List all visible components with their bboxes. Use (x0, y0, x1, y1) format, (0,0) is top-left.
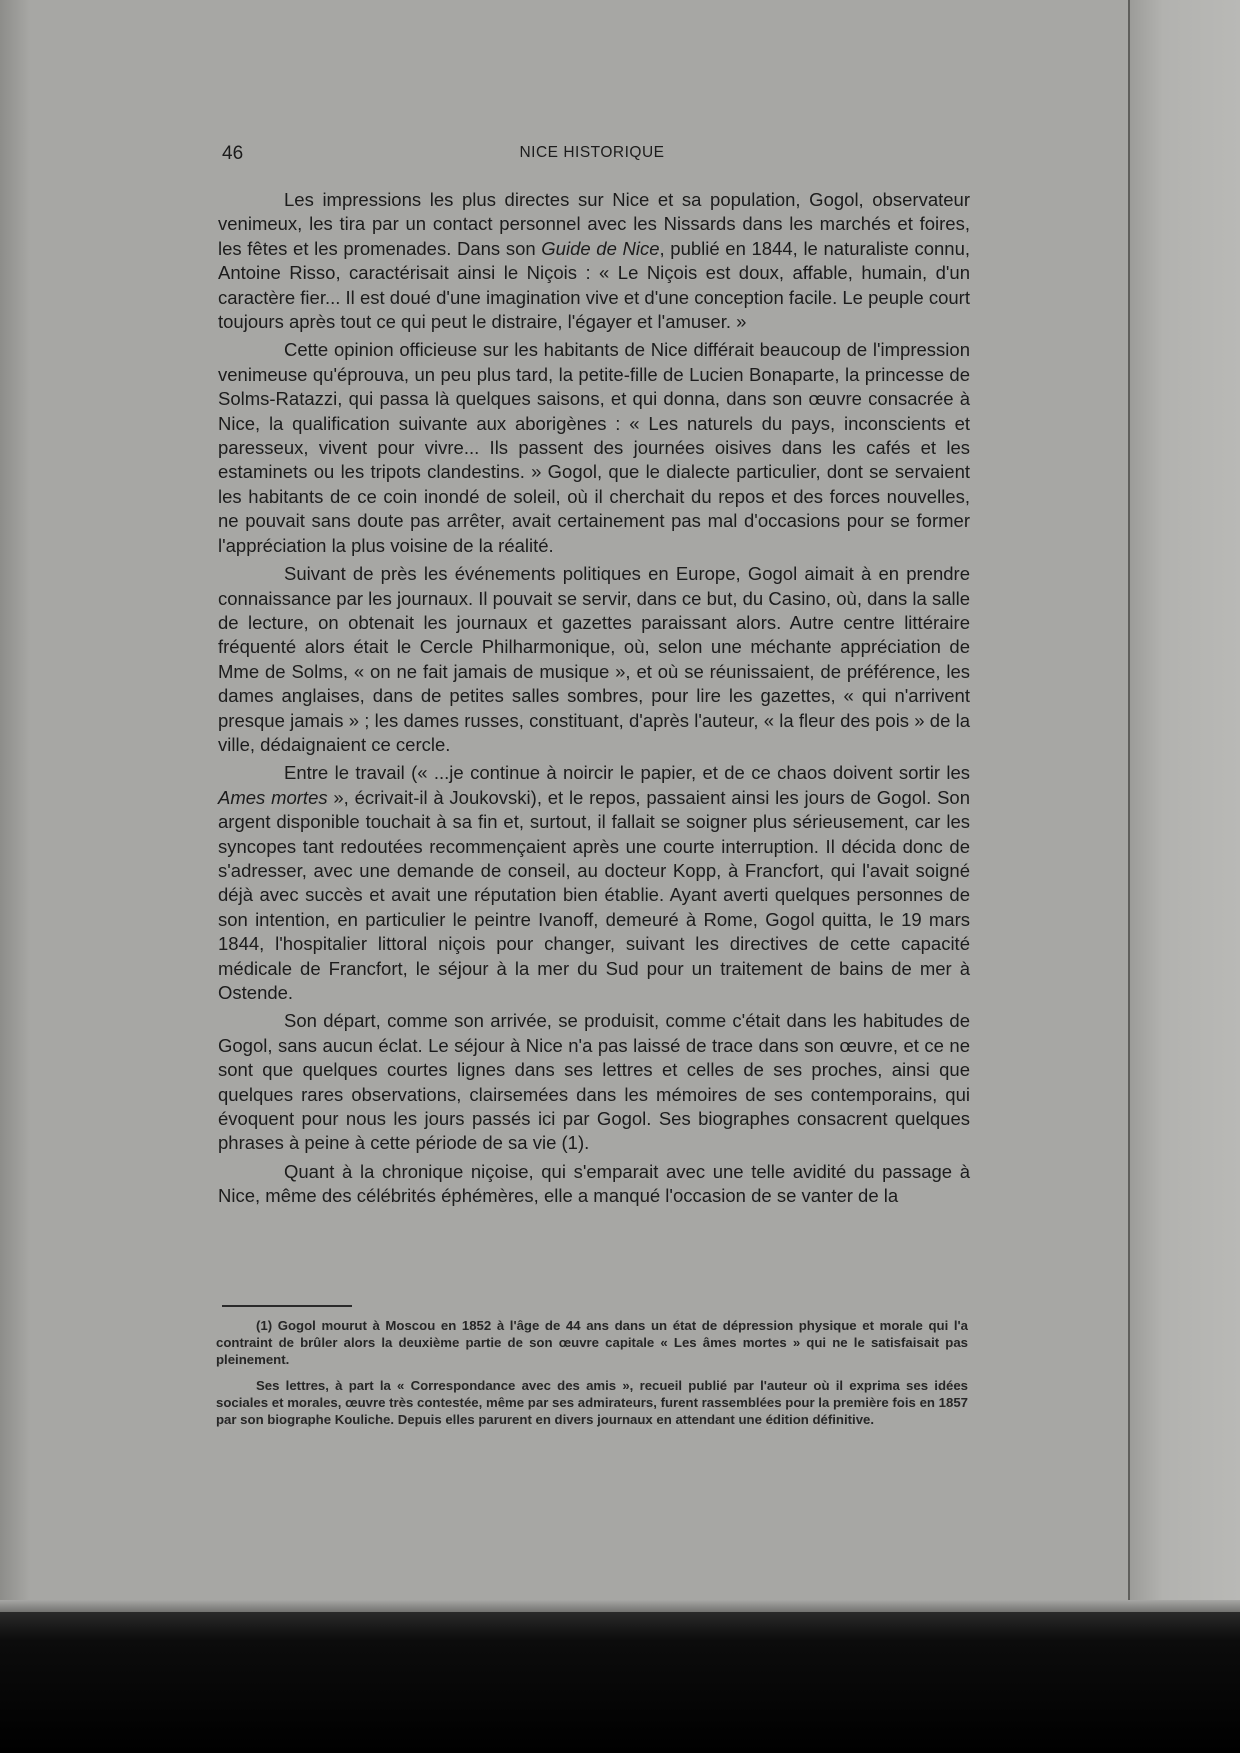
running-head (222, 143, 962, 167)
italic-title: Ames mortes (218, 786, 328, 808)
footnote-rule (222, 1305, 352, 1307)
paragraph: Quant à la chronique niçoise, qui s'emparait avec une telle avidité du passage à Nice, même des célébrités éphémères, elle a manqué l'occasion de se vanter de la (218, 1160, 970, 1207)
paragraph (218, 188, 970, 334)
footnote: Ses lettres, à part la « Correspondance avec des amis », recueil publié par l'auteur où il exprima ses idées sociales et morales, œuvre très contestée, même par ses admirateurs, furent rassemblées pour la première fois en 1857 par son biographe Kouliche. Depuis elles parurent en divers journaux en attendant une édition définitive. (216, 1377, 968, 1428)
paragraph: Cette opinion officieuse sur les habitants de Nice différait beaucoup de l'impression venimeuse qu'éprouva, un peu plus tard, la petite-fille de Lucien Bonaparte, la princesse de Solms-Ratazzi, qui passa là quelques saisons, et qui donna, dans son œuvre consacrée à Nice, la qualification suivante aux aborigènes : « Les naturels du pays, inconscients et paresseux, vivent pour vivre... Ils passent des journées oisives dans les cafés et les estaminets ou les tripots clandestins. » Gogol, que le dialecte particulier, dont se servaient les habitants de ce coin inondé de soleil, où il cherchait du repos et des forces nouvelles, ne pouvait sans doute pas arrêter, avait certainement pas mal d'occasions pour se former l'appréciation la plus voisine de la réalité. (218, 339, 970, 556)
paragraph: Son départ, comme son arrivée, se produisit, comme c'était dans les habitudes de Gogol, sans aucun éclat. Le séjour à Nice n'a pas laissé de trace dans son œuvre, et ce ne sont que quelques courtes lignes dans ses lettres et celles de ses proches, ainsi que quelques rares observations, clairsemées dans les mémoires de ses contemporains, qui évoquent pour nous les jours passés ici par Gogol. Ses biographes consacrent quelques phrases à peine à cette période de sa vie (1). (218, 1010, 970, 1154)
italic-title: Guide de Nice (541, 237, 660, 259)
paragraph-text: Les impressions les plus directes sur Nice et sa population, Gogol, observateur venimeux, les tira par un contact personnel avec les Nissards dans les marchés et foires, les fêtes et les promenades. Dans son (218, 189, 970, 259)
paragraph (218, 761, 970, 1005)
paragraph: Suivant de près les événements politiques en Europe, Gogol aimait à en prendre connaissance par les journaux. Il pouvait se servir, dans ce but, du Casino, où, dans la salle de lecture, on obtenait les journaux et gazettes paraissant alors. Autre centre littéraire fréquenté alors était le Cercle Philharmonique, où, selon une méchante appréciation de Mme de Solms, « on ne fait jamais de musique », et où se réunissaient, de préférence, les dames anglaises, dans de petites salles sombres, pour lire les gazettes, « qui n'arrivent presque jamais » ; les dames russes, constituant, d'après l'auteur, « la fleur des pois » de la ville, dédaignaient ce cercle. (218, 563, 970, 755)
running-title: NICE HISTORIQUE (519, 144, 665, 161)
footnote: (1) Gogol mourut à Moscou en 1852 à l'âge de 44 ans dans un état de dépression physique et morale qui l'a contraint de brûler alors la deuxième partie de son œuvre capitale « Les âmes mortes » qui ne le satisfaisait pas pleinement. (216, 1318, 968, 1368)
body-text (218, 188, 970, 1213)
footnotes (216, 1317, 968, 1436)
page-number: 46 (222, 143, 244, 164)
paragraph-text: Entre le travail (« ...je continue à noircir le papier, et de ce chaos doivent sortir les (284, 762, 970, 784)
scanner-background (0, 1612, 1240, 1753)
paragraph-text: », écrivait-il à Joukovski), et le repos, passaient ainsi les jours de Gogol. Son argent disponible touchait à sa fin et, surtout, il fallait se soigner plus sérieusement, car les syncopes tant redoutées recommençaient après une courte interruption. Il décida donc de s'adresser, avec une demande de conseil, au docteur Kopp, à Francfort, qui l'avait soigné déjà avec succès et avait une réputation bien établie. Ayant averti quelques personnes de son intention, en particulier le peintre Ivanoff, demeuré à Rome, Gogol quitta, le 19 mars 1844, l'hospitalier littoral niçois pour changer, suivant les directives de cette capacité médicale de Francfort, le séjour à la mer du Sud pour un traitement de bains de mer à Ostende. (218, 786, 970, 1003)
paragraph-text: , publié en 1844, le naturaliste connu, Antoine Risso, caractérisait ainsi le Niçois : « Le Niçois est doux, affable, humain, d'un caractère fier... Il est doué d'une imagination vive et d'une conception facile. Le peuple court toujours après tout ce qui peut le distraire, l'égayer et l'amuser. » (218, 237, 971, 333)
